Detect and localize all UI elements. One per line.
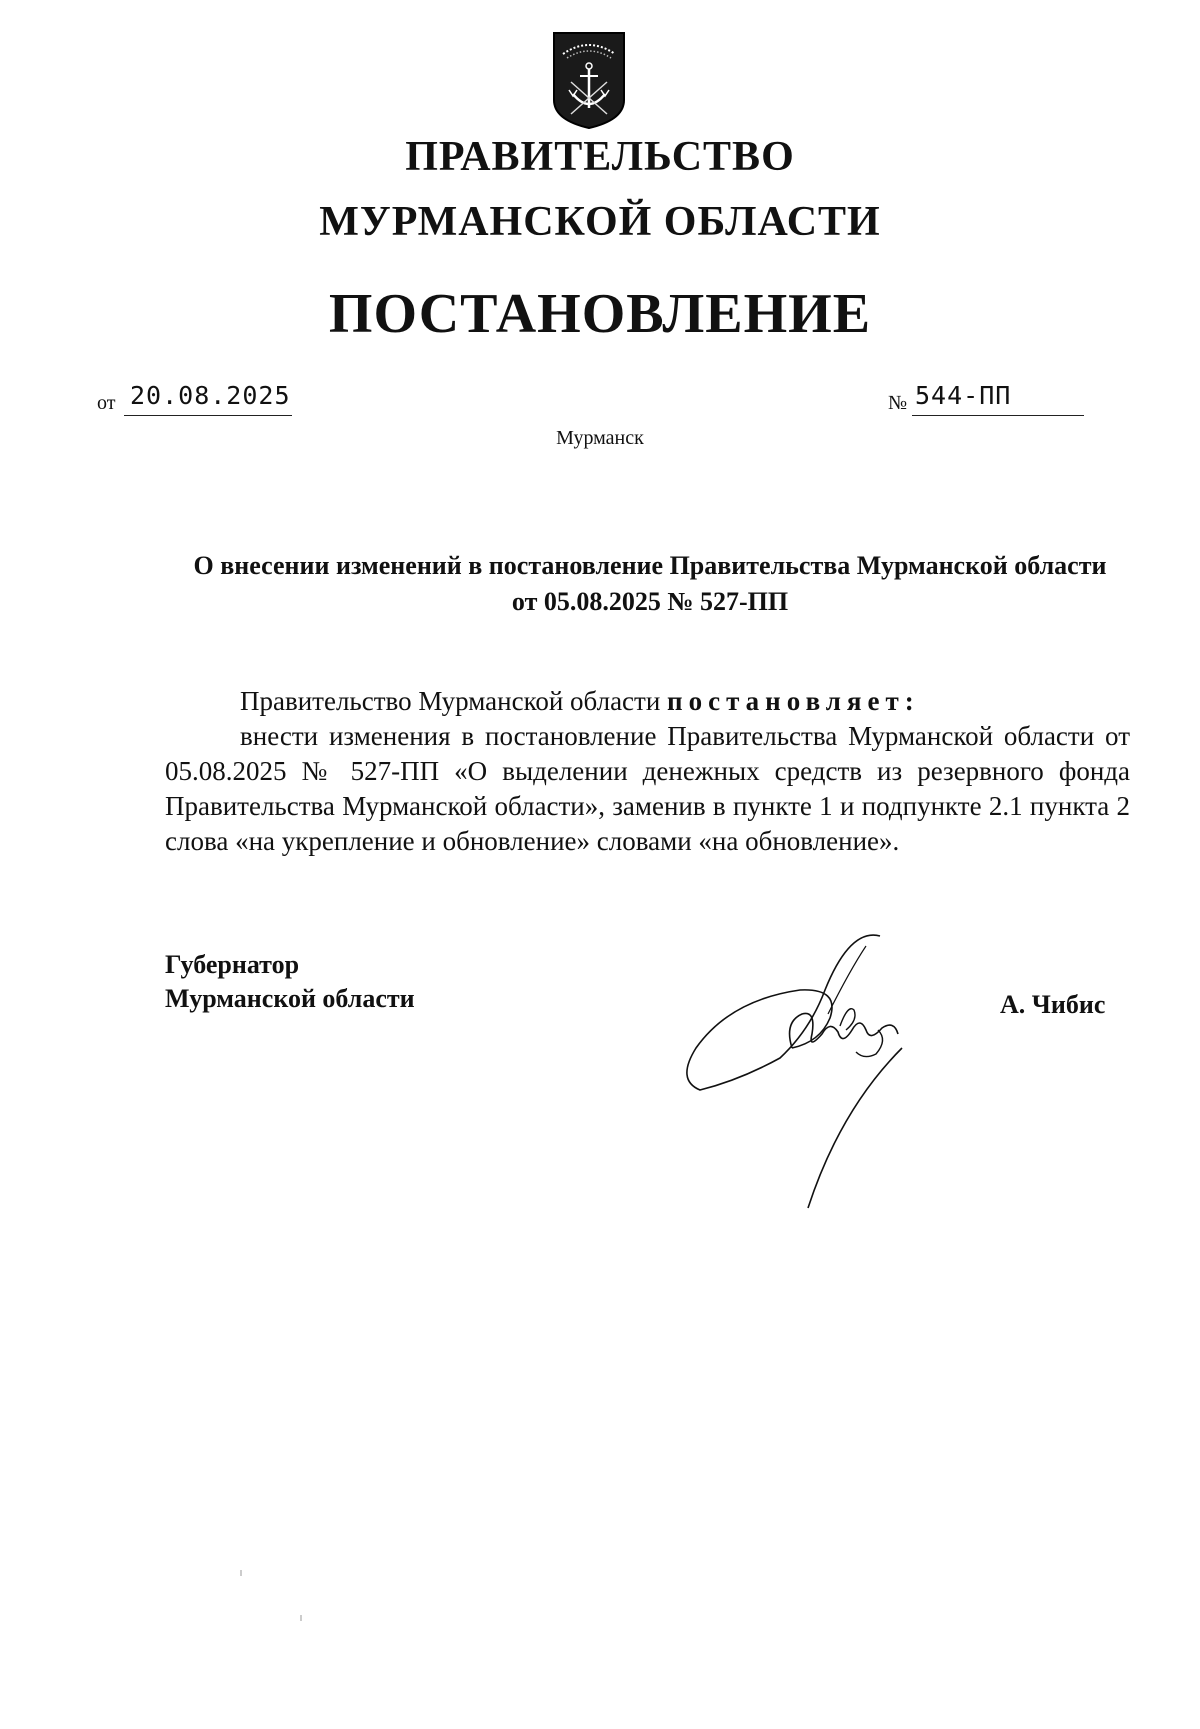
decision-word: постановляет: <box>667 686 920 716</box>
document-type-heading: ПОСТАНОВЛЕНИЕ <box>328 283 872 345</box>
main-paragraph: внести изменения в постановление Правительства Мурманской области от 05.08.2025 № 527-ПП «О выделении денежных средств из резервного фонда Правительства Мурманской области», заменив в пункте 1 и подпункте 2.1 пункта 2 слова «на укрепление и обновление» словами «на обновление». <box>165 721 1130 856</box>
government-name-line-1: ПРАВИТЕЛЬСТВО <box>405 134 795 180</box>
scan-speck <box>300 1615 302 1621</box>
murmansk-coat-of-arms-icon <box>551 30 627 130</box>
signer-position <box>165 948 415 1016</box>
signer-position-line-1: Губернатор <box>165 950 300 979</box>
signer-name: А. Чибис <box>1000 990 1106 1019</box>
intro-paragraph <box>165 684 1130 719</box>
handwritten-signature-icon <box>680 930 920 1210</box>
date-prefix: от <box>97 392 116 414</box>
document-title: О внесении изменений в постановление Правительства Мурманской области от 05.08.2025 № 527-ПП <box>193 551 1107 616</box>
intro-text: Правительство Мурманской области <box>240 686 668 716</box>
date-underline <box>124 415 292 416</box>
document-date: 20.08.2025 <box>130 381 291 410</box>
document-number: 544-ПП <box>915 381 1012 410</box>
government-name-line-2: МУРМАНСКОЙ ОБЛАСТИ <box>319 199 881 245</box>
signer-position-line-2: Мурманской области <box>165 984 415 1013</box>
number-prefix: № <box>888 392 908 414</box>
number-underline <box>912 415 1084 416</box>
document-body <box>165 684 1130 859</box>
scan-speck <box>240 1570 242 1576</box>
issuing-city: Мурманск <box>556 427 644 449</box>
